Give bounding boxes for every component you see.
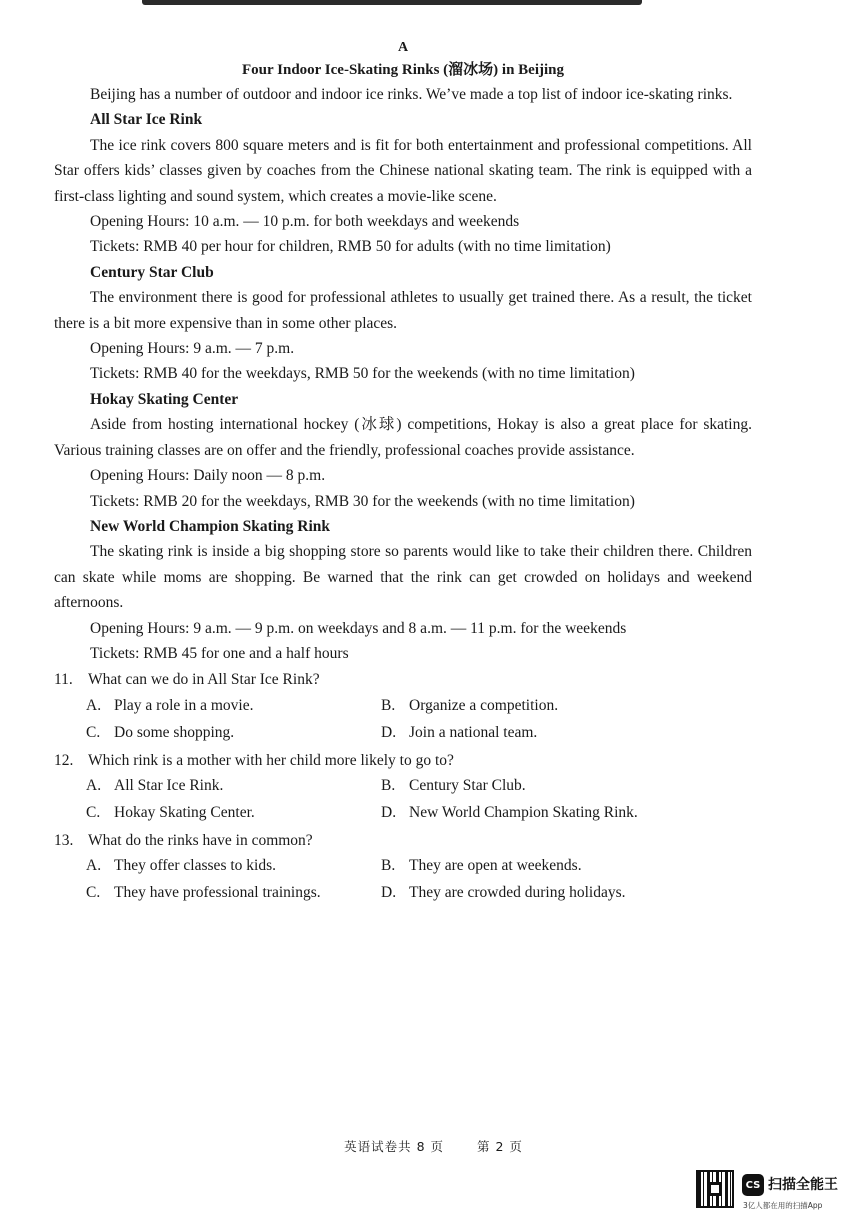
exam-page: [54, 38, 752, 907]
rink-tickets: Tickets: RMB 45 for one and a half hours: [90, 644, 349, 662]
rink-name: All Star Ice Rink: [90, 111, 203, 129]
camscanner-logo-icon: CS: [742, 1174, 764, 1196]
rink-description: Aside from hosting international hockey (冰球) competitions, Hokay is also a great place for skating. Various training classes are on offer and the friendly, professional coaches provide assistance.: [54, 416, 752, 459]
option-label: A.: [86, 857, 102, 875]
question-text: What do the rinks have in common?: [88, 831, 313, 849]
intro-paragraph: Beijing has a number of outdoor and indoor ice rinks. We’ve made a top list of indoor ice-skating rinks.: [90, 86, 733, 103]
option-text: Century Star Club.: [409, 777, 526, 795]
scanner-watermark: [696, 1170, 856, 1214]
option-label: B.: [381, 696, 396, 714]
option-text: Join a national team.: [409, 723, 538, 741]
option-label: D.: [381, 884, 397, 902]
rink-name: Hokay Skating Center: [90, 390, 239, 408]
option-label: D.: [381, 723, 397, 741]
option-b: [381, 773, 751, 800]
option-c: [86, 880, 381, 907]
rink-description: The environment there is good for professional athletes to usually get trained there. As a result, the ticket there is a bit more expensive than in some other places.: [54, 289, 752, 332]
option-text: They are crowded during holidays.: [409, 884, 626, 902]
option-d: [381, 720, 751, 747]
option-b: [381, 693, 751, 720]
option-text: New World Champion Skating Rink.: [409, 803, 638, 821]
option-a: [86, 853, 381, 880]
option-a: [86, 773, 381, 800]
rink-section: [54, 107, 752, 259]
question-text: What can we do in All Star Ice Rink?: [88, 671, 320, 689]
option-text: Play a role in a movie.: [114, 696, 254, 714]
rink-section: [54, 514, 752, 666]
option-text: They have professional trainings.: [114, 884, 321, 902]
question-block: [54, 828, 752, 907]
scan-edge-bar: [142, 0, 642, 5]
option-text: All Star Ice Rink.: [114, 777, 224, 795]
rink-hours: Opening Hours: Daily noon — 8 p.m.: [90, 467, 326, 485]
scanner-app-name: 扫描全能王: [768, 1177, 838, 1193]
question-number: 11.: [54, 671, 73, 689]
rink-name: Century Star Club: [90, 263, 214, 281]
option-d: [381, 880, 751, 907]
question-text: Which rink is a mother with her child more likely to go to?: [88, 751, 454, 769]
option-text: They are open at weekends.: [409, 857, 582, 875]
option-c: [86, 800, 381, 827]
option-text: Organize a competition.: [409, 696, 559, 714]
passage-title: Four Indoor Ice-Skating Rinks (溜冰场) in Beijing: [242, 62, 564, 78]
rink-hours: Opening Hours: 10 a.m. — 10 p.m. for both weekdays and weekends: [90, 213, 520, 231]
option-c: [86, 720, 381, 747]
option-text: Hokay Skating Center.: [114, 803, 255, 821]
answer-options: [54, 693, 752, 747]
rink-description: The ice rink covers 800 square meters and is fit for both entertainment and professional competitions. All Star offers kids’ classes given by coaches from the Chinese national skating team. The rink is equipped with a first-class lighting and sound system, which creates a movie-like scene.: [54, 136, 752, 205]
rink-hours: Opening Hours: 9 a.m. — 7 p.m.: [90, 340, 295, 358]
rink-tickets: Tickets: RMB 20 for the weekdays, RMB 30 for the weekends (with no time limitation): [90, 492, 635, 510]
question-number: 12.: [54, 751, 74, 769]
rink-name: New World Champion Skating Rink: [90, 517, 331, 535]
option-text: Do some shopping.: [114, 723, 235, 741]
rink-tickets: Tickets: RMB 40 for the weekdays, RMB 50 for the weekends (with no time limitation): [90, 365, 635, 383]
option-d: [381, 800, 751, 827]
rink-section: [54, 387, 752, 514]
option-b: [381, 853, 751, 880]
option-label: A.: [86, 777, 102, 795]
page-number-label: 第 2 页: [476, 1139, 523, 1154]
option-label: B.: [381, 777, 396, 795]
page-footer: [0, 1137, 867, 1155]
answer-options: [54, 853, 752, 907]
rink-section: [54, 260, 752, 387]
option-label: A.: [86, 696, 102, 714]
scanner-tagline: 3亿人都在用的扫描App: [743, 1201, 823, 1210]
qr-code-icon: [696, 1170, 734, 1208]
question-block: [54, 667, 752, 746]
option-label: B.: [381, 857, 396, 875]
option-text: They offer classes to kids.: [114, 857, 276, 875]
option-label: C.: [86, 723, 101, 741]
question-block: [54, 748, 752, 827]
answer-options: [54, 773, 752, 827]
option-label: C.: [86, 803, 101, 821]
rink-hours: Opening Hours: 9 a.m. — 9 p.m. on weekdays and 8 a.m. — 11 p.m. for the weekends: [90, 619, 627, 637]
total-pages-label: 英语试卷共 8 页: [344, 1139, 444, 1154]
section-letter: A: [397, 40, 409, 55]
option-a: [86, 693, 381, 720]
rink-tickets: Tickets: RMB 40 per hour for children, RMB 50 for adults (with no time limitation): [90, 238, 611, 256]
option-label: D.: [381, 803, 397, 821]
rink-description: The skating rink is inside a big shopping store so parents would like to take their children there. Children can skate while moms are shopping. Be warned that the rink can get crowded on holidays and weekend afternoons.: [54, 543, 752, 612]
option-label: C.: [86, 884, 101, 902]
question-number: 13.: [54, 831, 74, 849]
